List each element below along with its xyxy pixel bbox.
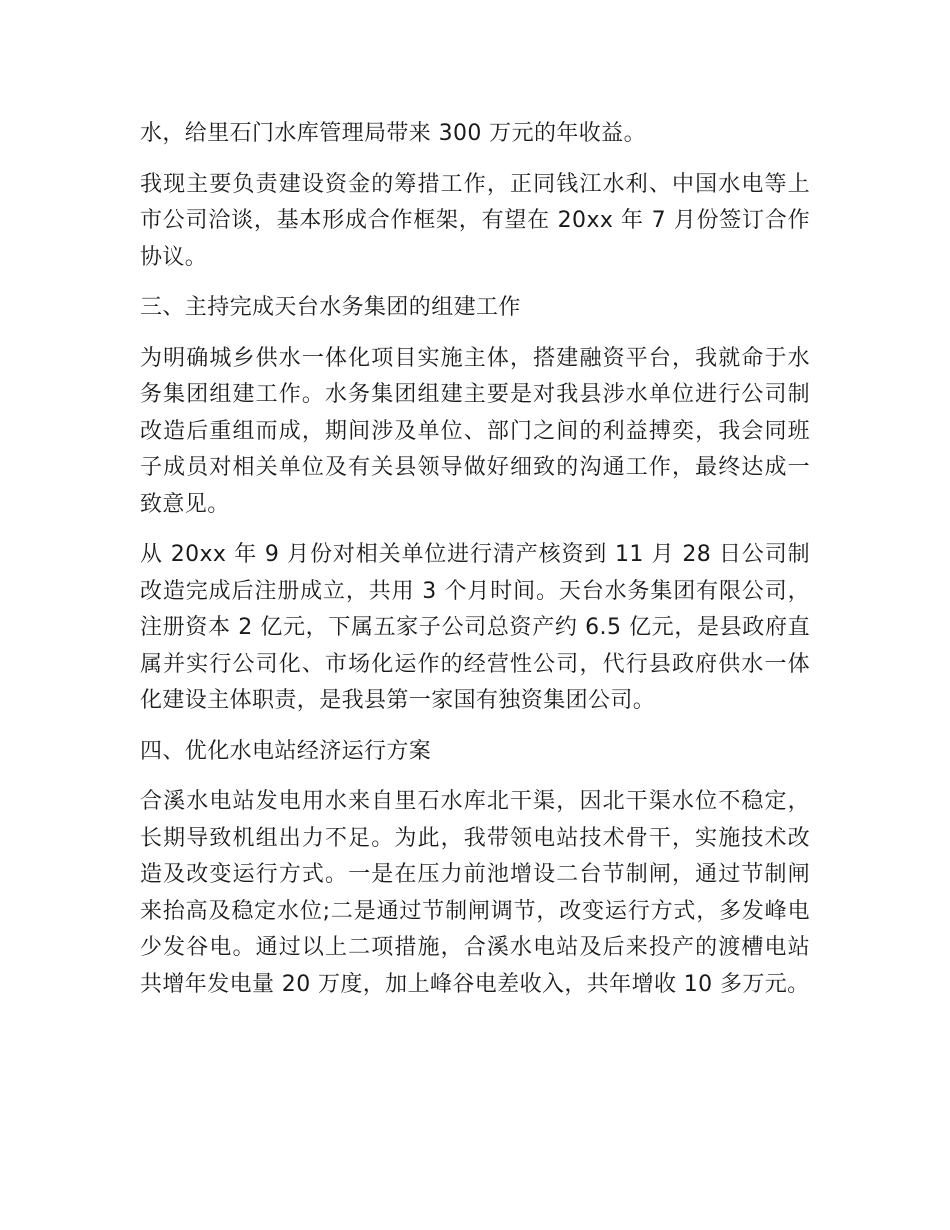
- section-heading-3: 三、主持完成天台水务集团的组建工作: [140, 295, 521, 320]
- paragraph-hydropower-optimization: 合溪水电站发电用水来自里石水库北干渠，因北干渠水位不稳定，长期导致机组出力不足。为此，我带领电站技术骨干，实施技术改造及改变运行方式。一是在压力前池增设二台节制闸，通过节制闸来抬高及稳定水位;二是通过节制闸调节，改变运行方式，多发峰电少发谷电。通过以上二项措施，合溪水电站及后来投产的渡槽电站共增年发电量 20 万度，加上峰谷电差收入，共年增收 10 多万元。: [140, 789, 810, 997]
- paragraph-funding-cooperation: 我现主要负责建设资金的筹措工作，正同钱江水利、中国水电等上市公司洽谈，基本形成合作框架，有望在 20xx 年 7 月份签订合作协议。: [140, 171, 810, 270]
- paragraph-group-organization: 为明确城乡供水一体化项目实施主体，搭建融资平台，我就命于水务集团组建工作。水务集团组建主要是对我县涉水单位进行公司制改造后重组而成，期间涉及单位、部门之间的利益搏奕，我会同班子成员对相关单位及有关县领导做好细致的沟通工作，最终达成一致意见。: [140, 345, 810, 517]
- section-heading-4: 四、优化水电站经济运行方案: [140, 738, 432, 764]
- paragraph-revenue-result: 水，给里石门水库管理局带来 300 万元的年收益。: [140, 121, 646, 146]
- document-body: [140, 116, 810, 1017]
- paragraph-company-registration: 从 20xx 年 9 月份对相关单位进行清产核资到 11 月 28 日公司制改造完成后注册成立，共用 3 个月时间。天台水务集团有限公司，注册资本 2 亿元，下属五家子公司总资产约 6.5 亿元，是县政府直属并实行公司化、市场化运作的经营性公司，代行县政府供水一体化建设主体职责，是我县第一家国有独资集团公司。: [140, 542, 810, 713]
